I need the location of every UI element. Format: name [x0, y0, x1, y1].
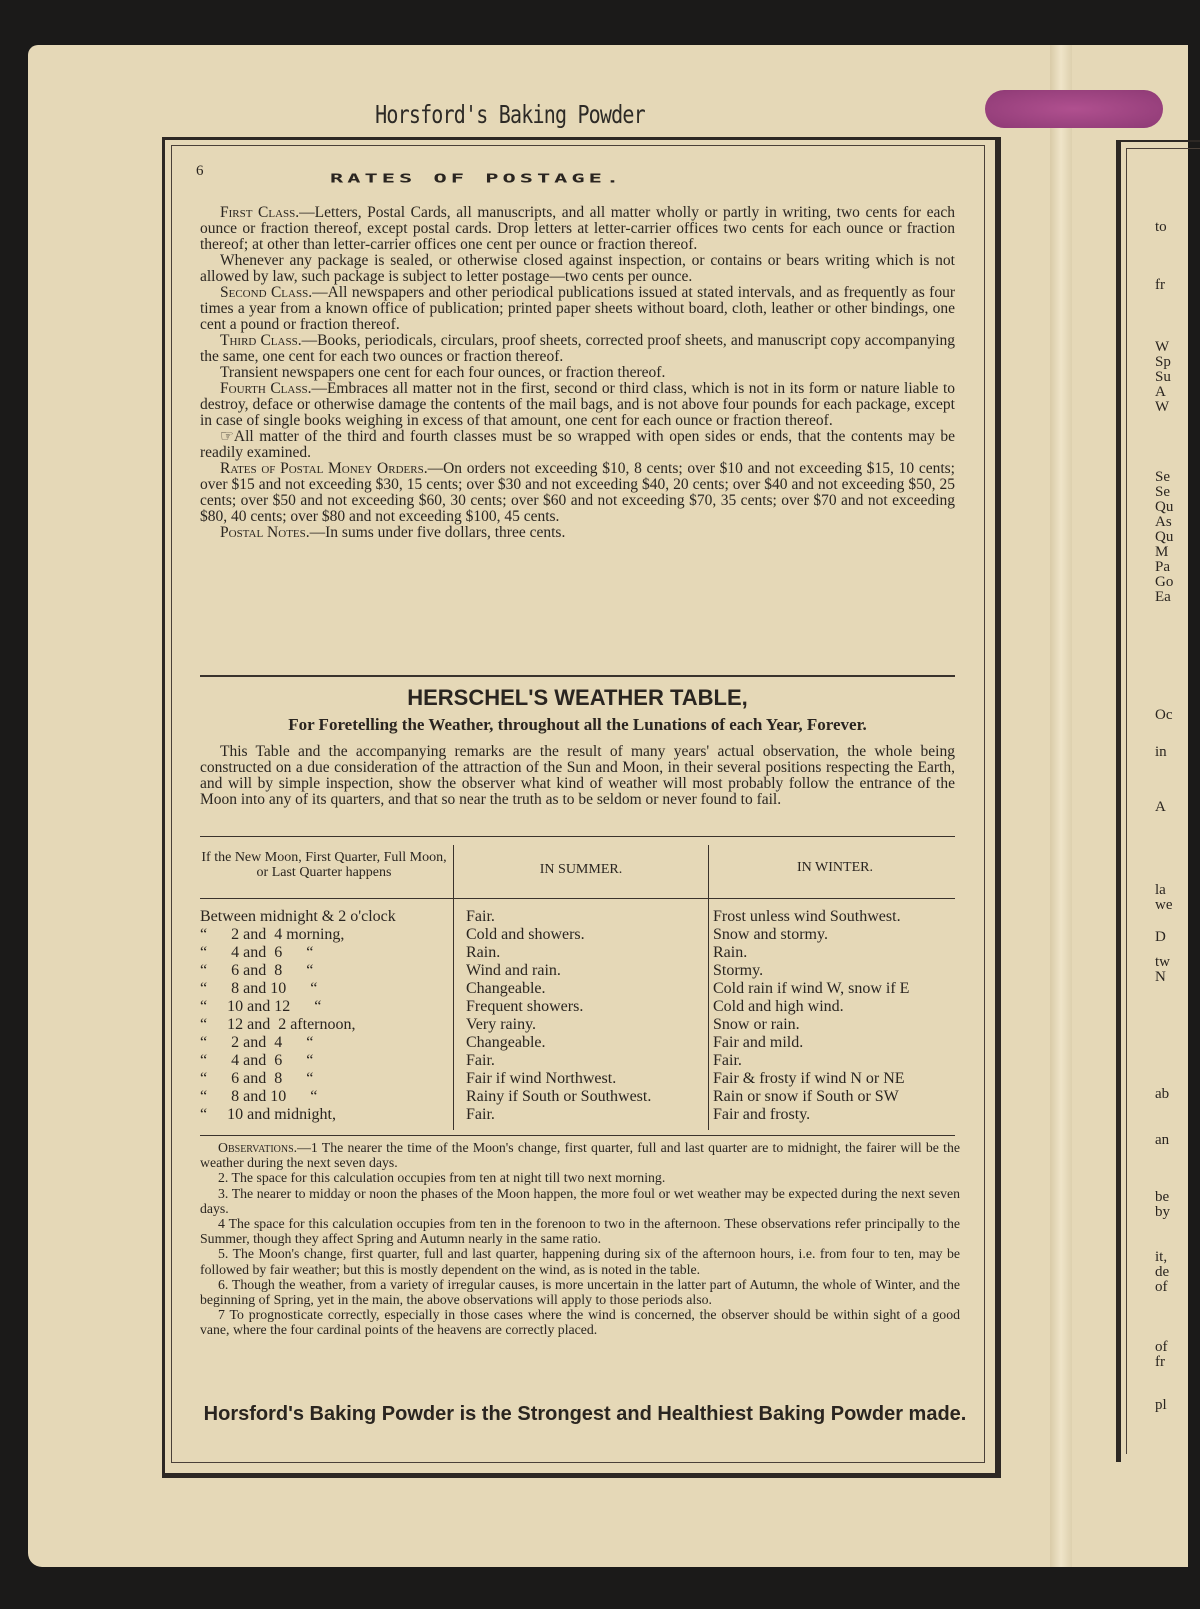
paragraph-text: —In sums under five dollars, three cents. — [309, 524, 566, 541]
observation-text: 3. The nearer to midday or noon the phases of the Moon happen, the more foul or wet weather may be expected during the next seven days. — [200, 1185, 960, 1216]
rates-paragraph — [200, 461, 955, 525]
winter-cell: Snow or rain. — [713, 1016, 800, 1033]
phase-cell: “ 12 and 2 afternoon, — [200, 1016, 356, 1033]
right-page-text-fragment: Oc — [1155, 707, 1173, 723]
winter-cell: Stormy. — [713, 962, 764, 979]
winter-cell: Fair and frosty. — [713, 1106, 811, 1123]
right-page-text-fragment: la we — [1155, 882, 1173, 913]
divider — [200, 675, 955, 677]
right-page-text-fragment: an — [1155, 1132, 1170, 1148]
right-page-text-fragment: W Sp Su A W — [1155, 339, 1171, 415]
summer-cell: Wind and rain. — [466, 962, 561, 979]
right-page-text-fragment: to — [1155, 219, 1167, 235]
winter-cell: Rain. — [713, 944, 748, 961]
winter-cell: Rain or snow if South or SW — [713, 1088, 899, 1105]
winter-cell: Fair. — [713, 1052, 742, 1069]
observation-item — [200, 1216, 960, 1246]
summer-cell: Very rainy. — [466, 1016, 537, 1033]
paragraph-text: All matter of the third and fourth classes must be so wrapped with open sides or ends, that the contents may be readily examined. — [200, 428, 955, 461]
right-page-text-fragment: Se Se Qu As Qu M Pa Go Ea — [1155, 469, 1174, 605]
right-page-text-fragment: it, de of — [1155, 1249, 1170, 1295]
rates-section — [200, 205, 955, 541]
rates-paragraph — [200, 429, 955, 461]
winter-cell: Cold rain if wind W, snow if E — [713, 980, 910, 997]
col-header-winter: IN WINTER. — [797, 860, 873, 875]
phase-cell: Between midnight & 2 o'clock — [200, 908, 396, 925]
phase-cell: “ 10 and midnight, — [200, 1106, 336, 1123]
paragraph-lead: Fourth Class. — [220, 380, 312, 397]
paragraph-lead: Third Class. — [220, 332, 302, 349]
summer-cell: Changeable. — [466, 1034, 546, 1051]
column-divider — [453, 845, 454, 1130]
table-header-rule — [200, 898, 955, 899]
winter-cell: Frost unless wind Southwest. — [713, 908, 901, 925]
summer-cell: Fair. — [466, 1106, 495, 1123]
paragraph-lead: Postal Notes. — [220, 524, 310, 541]
phase-cell: “ 6 and 8 “ — [200, 962, 314, 979]
observation-text: 6. Though the weather, from a variety of irregular causes, is more uncertain in the latter part of Autumn, the whole of Winter, and the beginning of Spring, yet in the main, the above observations will apply to those periods also. — [200, 1276, 960, 1308]
observation-text: 7 To prognosticate correctly, especially in those cases where the wind is concerned, the observer should be within sight of a good vane, where the four cardinal points of the heavens are correctly placed. — [200, 1307, 960, 1338]
weather-title: HERSCHEL'S WEATHER TABLE, — [407, 685, 748, 710]
weather-subtitle: For Foretelling the Weather, throughout all the Lunations of each Year, Forever. — [288, 715, 867, 734]
winter-cell: Fair and mild. — [713, 1034, 804, 1051]
summer-cell: Changeable. — [466, 980, 546, 997]
observation-text: 5. The Moon's change, first quarter, full and last quarter, happening during six of the afternoon hours, i.e. from four to ten, may be followed by fair weather; but this is mostly dependent on the wind, as is noted in the table. — [200, 1246, 960, 1277]
right-page-text-fragment: pl — [1155, 1397, 1167, 1413]
rates-title: RATES OF POSTAGE. — [330, 172, 624, 186]
column-divider — [708, 845, 709, 1130]
observation-text: 4 The space for this calculation occupies from ten in the forenoon to two in the afternoon. These observations refer principally to the Summer, though they affect Spring and Autumn nearly in the same ratio. — [200, 1216, 960, 1247]
rates-paragraph — [200, 365, 955, 381]
observation-item — [200, 1140, 960, 1170]
summer-cell: Fair. — [466, 908, 495, 925]
page-number: 6 — [196, 163, 204, 179]
paragraph-text: Transient newspapers one cent for each four ounces, or fraction thereof. — [220, 364, 666, 381]
phase-cell: “ 4 and 6 “ — [200, 944, 314, 961]
table-bottom-rule — [200, 1135, 955, 1136]
observation-item — [200, 1186, 960, 1216]
observation-item — [200, 1277, 960, 1307]
observation-item — [200, 1170, 960, 1185]
phase-cell: “ 10 and 12 “ — [200, 998, 322, 1015]
winter-column — [713, 908, 968, 1124]
phase-cell: “ 4 and 6 “ — [200, 1052, 314, 1069]
right-page-text-fragment: ab — [1155, 1086, 1170, 1102]
phase-column — [200, 908, 452, 1124]
observation-text: 2. The space for this calculation occupies from ten at night till two next morning. — [218, 1170, 666, 1186]
summer-column — [466, 908, 706, 1124]
phase-cell: “ 8 and 10 “ — [200, 1088, 318, 1105]
book-gutter — [1050, 45, 1072, 1567]
paragraph-lead: Second Class. — [220, 284, 313, 301]
paragraph-text: —Books, periodicals, circulars, proof sheets, corrected proof sheets, and manuscript copy accompanying the same, one cent for each two ounces or fraction thereof. — [200, 332, 956, 365]
advert-slogan: Horsford's Baking Powder is the Strongest and Healthiest Baking Powder made. — [203, 1403, 967, 1425]
right-page-text-fragment: be by — [1155, 1189, 1170, 1220]
right-page-text-fragment: of fr — [1155, 1339, 1168, 1370]
summer-cell: Frequent showers. — [466, 998, 584, 1015]
weather-intro: This Table and the accompanying remarks are the result of many years' actual observation, the whole being constructed on a due consideration of the attraction of the Sun and Moon, in their several positions respecting the Earth, and will by simple inspection, show the observer what kind of weather will most probably follow the entrance of the Moon into any of its quarters, and that so near the truth as to be seldom or never found to fail. — [200, 743, 955, 808]
observation-item — [200, 1246, 960, 1276]
rates-paragraph — [200, 285, 955, 333]
paragraph-text: —All newspapers and other periodical publications issued at stated intervals, and as frequently as four times a year from a known office of publication; printed paper sheets without board, cloth, leather or other bindings, one cent a pound or fraction thereof. — [200, 284, 956, 333]
right-page-text-fragment: in — [1155, 744, 1167, 760]
observations — [200, 1140, 960, 1338]
summer-cell: Cold and showers. — [466, 926, 585, 943]
paragraph-text: —Embraces all matter not in the first, second or third class, which is not in its form or nature liable to destroy, deface or otherwise damage the contents of the mail bags, and is not above four pounds for each package, except in case of single books weighing in excess of that amount, one cent for each ounce or fraction thereof. — [200, 380, 955, 429]
right-page-text-fragment: A — [1155, 799, 1166, 815]
right-page-text-fragment: tw N — [1155, 954, 1170, 985]
paragraph-lead: First Class. — [220, 204, 300, 221]
right-page-text-fragment: D — [1155, 929, 1166, 945]
col-header-summer: IN SUMMER. — [539, 862, 623, 877]
paragraph-text: —On orders not exceeding $10, 8 cents; over $10 and not exceeding $15, 10 cents; over $15 and not exceeding $30, 15 cents; over $30 and not exceeding $40, 20 cents; over $40 and not exceeding $50, 25 cents; over $50 and not exceeding $60, 30 cents; over $60 and not exceeding $70, 35 cents; over $70 and not exceeding $80, 40 cents; over $80 and not exceeding $100, 45 cents. — [200, 460, 955, 525]
observations-lead: Observations. — [218, 1140, 298, 1155]
observation-text: —1 The nearer the time of the Moon's change, first quarter, full and last quarter are to midnight, the fairer will be the weather during the next seven days. — [200, 1140, 960, 1171]
summer-cell: Rain. — [466, 944, 501, 961]
rates-paragraph — [200, 253, 955, 285]
summer-cell: Fair. — [466, 1052, 495, 1069]
phase-cell: “ 2 and 4 morning, — [200, 926, 345, 943]
summer-cell: Rainy if South or Southwest. — [466, 1088, 652, 1105]
rates-paragraph — [200, 381, 955, 429]
rates-paragraph — [200, 525, 955, 541]
phase-cell: “ 8 and 10 “ — [200, 980, 318, 997]
paragraph-text: Whenever any package is sealed, or otherwise closed against inspection, or contains or bears writing which is not allowed by law, such package is subject to letter postage—two cents per ounce. — [200, 252, 955, 285]
winter-cell: Cold and high wind. — [713, 998, 844, 1015]
col-header-phase: If the New Moon, First Quarter, Full Moon, or Last Quarter happens — [201, 850, 447, 880]
rates-paragraph — [200, 205, 955, 253]
observation-item — [200, 1307, 960, 1337]
phase-cell: “ 6 and 8 “ — [200, 1070, 314, 1087]
paragraph-lead: Rates of Postal Money Orders. — [220, 460, 428, 477]
winter-cell: Snow and stormy. — [713, 926, 828, 943]
paragraph-lead: ☞ — [220, 428, 234, 445]
running-head: Horsford's Baking Powder — [375, 100, 645, 129]
winter-cell: Fair & frosty if wind N or NE — [713, 1070, 905, 1087]
phase-cell: “ 2 and 4 “ — [200, 1034, 314, 1051]
paragraph-text: —Letters, Postal Cards, all manuscripts, and all matter wholly or partly in writing, two cents for each ounce or fraction thereof, except postal cards. Drop letters at letter-carrier offices two cents for each ounce or fraction thereof; at other than letter-carrier offices one cent per ounce or fraction thereof. — [200, 204, 955, 253]
table-top-rule — [200, 836, 955, 837]
ribbon-bookmark — [985, 90, 1163, 128]
summer-cell: Fair if wind Northwest. — [466, 1070, 617, 1087]
rates-paragraph — [200, 333, 955, 365]
right-page-text-fragment: fr — [1155, 277, 1165, 293]
